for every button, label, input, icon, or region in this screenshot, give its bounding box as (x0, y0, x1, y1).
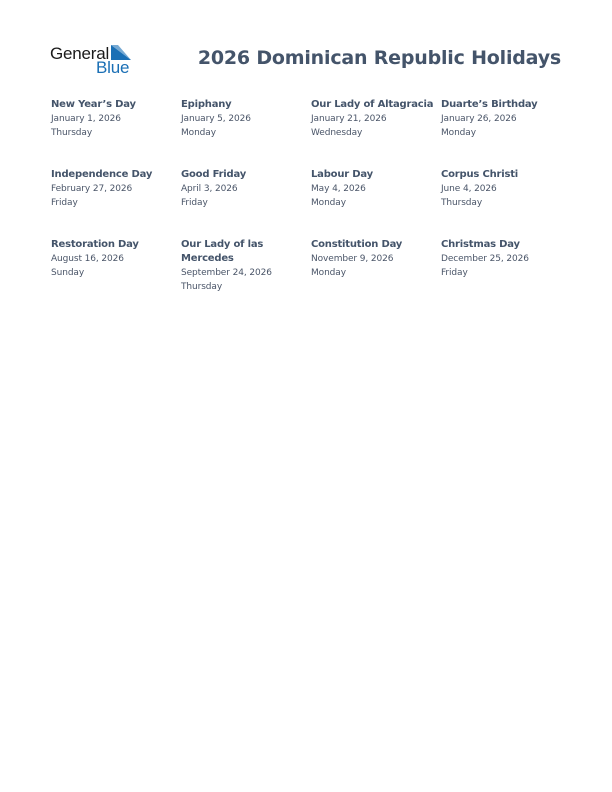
holiday-item (441, 168, 571, 238)
holiday-date: November 9, 2026 (311, 254, 394, 264)
holiday-weekday: Friday (441, 268, 468, 278)
holiday-grid (51, 98, 571, 308)
holiday-name: Duarte’s Birthday (441, 99, 538, 110)
holiday-date: January 1, 2026 (51, 114, 121, 124)
holiday-item (51, 98, 181, 168)
holiday-item (311, 238, 441, 308)
holiday-date: August 16, 2026 (51, 254, 124, 264)
holiday-name: New Year’s Day (51, 99, 136, 110)
holiday-item (181, 168, 311, 238)
holiday-date: January 5, 2026 (181, 114, 251, 124)
holiday-name: Epiphany (181, 99, 232, 110)
holiday-name: Labour Day (311, 169, 373, 180)
logo-text-general: General (50, 44, 110, 63)
logo-text-blue: Blue (96, 58, 130, 77)
holiday-item (51, 238, 181, 308)
holiday-date: April 3, 2026 (181, 184, 238, 194)
holiday-date: December 25, 2026 (441, 254, 529, 264)
holiday-name: Independence Day (51, 169, 153, 180)
holiday-name: Corpus Christi (441, 169, 519, 180)
holiday-date: January 21, 2026 (311, 114, 387, 124)
holiday-weekday: Monday (181, 128, 216, 138)
holiday-name: Christmas Day (441, 239, 520, 250)
holiday-weekday: Friday (181, 198, 208, 208)
holiday-weekday: Monday (311, 268, 346, 278)
holiday-item (181, 238, 311, 308)
holiday-item (441, 98, 571, 168)
holiday-date: January 26, 2026 (441, 114, 517, 124)
holiday-weekday: Thursday (51, 128, 93, 138)
holiday-item (51, 168, 181, 238)
holiday-weekday: Monday (311, 198, 346, 208)
holiday-item (311, 98, 441, 168)
holiday-item (181, 98, 311, 168)
holiday-name: Restoration Day (51, 239, 139, 250)
holiday-name: Our Lady of las Mercedes (181, 239, 264, 264)
holiday-weekday: Thursday (181, 282, 223, 292)
holiday-date: May 4, 2026 (311, 184, 366, 194)
holiday-date: June 4, 2026 (441, 184, 497, 194)
holiday-weekday: Monday (441, 128, 476, 138)
holiday-weekday: Thursday (441, 198, 483, 208)
holiday-date: February 27, 2026 (51, 184, 133, 194)
holiday-item (441, 238, 571, 308)
holiday-date: September 24, 2026 (181, 268, 272, 278)
holiday-name: Our Lady of Altagracia (311, 99, 434, 110)
holiday-name: Constitution Day (311, 239, 403, 250)
holiday-name: Good Friday (181, 169, 247, 180)
page-title: 2026 Dominican Republic Holidays (197, 47, 561, 69)
holiday-weekday: Wednesday (311, 128, 363, 138)
holiday-weekday: Friday (51, 198, 78, 208)
brand-logo (50, 44, 140, 78)
holiday-weekday: Sunday (51, 268, 85, 278)
holiday-item (311, 168, 441, 238)
